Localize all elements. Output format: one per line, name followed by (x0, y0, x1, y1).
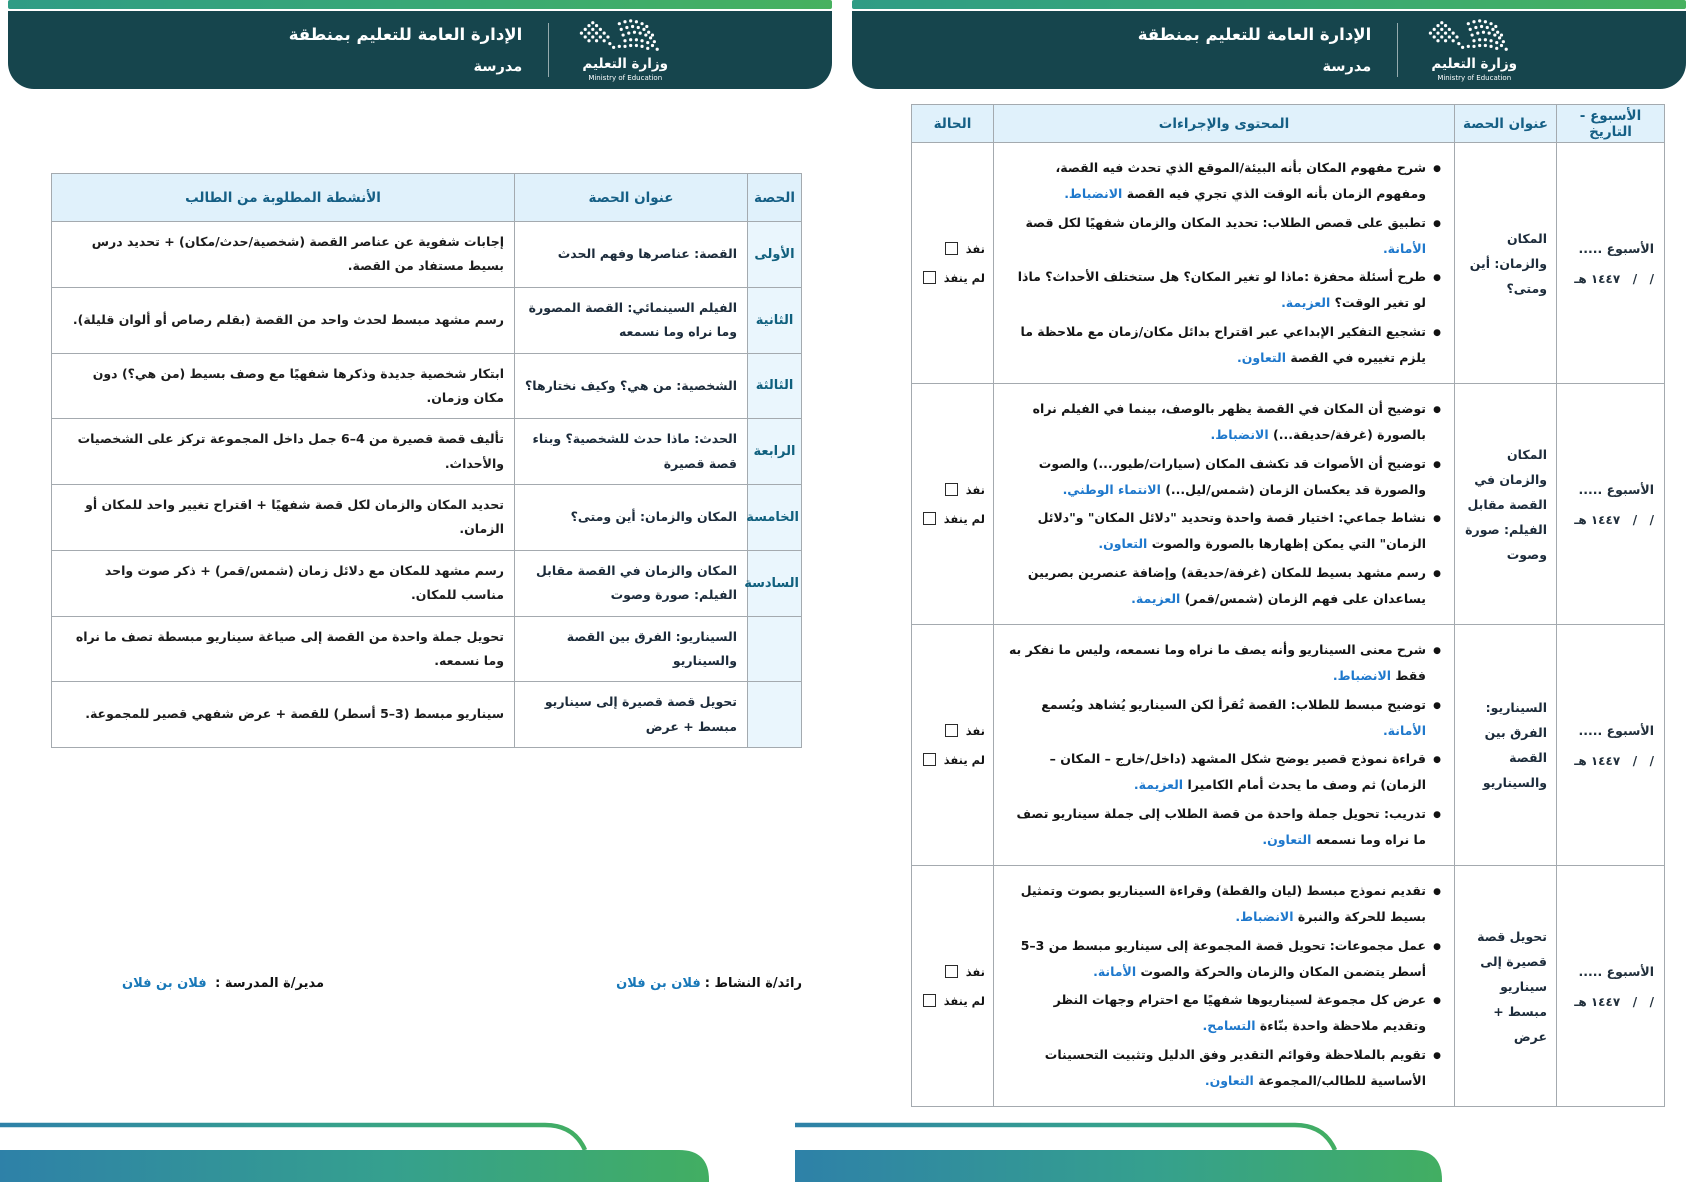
page-header-band (8, 11, 832, 89)
done-label: نفذ (965, 482, 985, 497)
table-row (52, 419, 802, 485)
bullet-text: عمل مجموعات: تحويل قصة المجموعة إلى سيناريو مبسط من 3–5 أسطر يتضمن المكان والزمان والحركة والصوت (1020, 937, 1426, 979)
bullet-value-word: العزيمة. (1131, 590, 1181, 606)
bullet-icon: ● (1433, 327, 1441, 338)
bullet-text: شرح معنى السيناريو وأنه يصف ما نراه وما نسمعه، وليس ما نفكر به فقط (1008, 642, 1426, 684)
not-done-checkbox[interactable] (923, 271, 936, 284)
bullet-text: توضيح مبسط للطلاب: القصة تُقرأ لكن السيناريو يُشاهد ويُسمع (1041, 696, 1426, 712)
not-done-checkbox[interactable] (923, 512, 936, 525)
right-page (852, 0, 1686, 1107)
bullet-value-word: العزيمة. (1133, 777, 1184, 793)
table-row (912, 625, 1665, 866)
activity-leader-label: رائد/ة النشاط : (704, 976, 802, 991)
bullet-icon: ● (1433, 459, 1441, 470)
content-bullet (1007, 746, 1441, 799)
header-divider (1397, 23, 1398, 77)
done-checkbox[interactable] (945, 965, 958, 978)
col-header-session: الحصة (748, 174, 802, 222)
col-header-week: الأسبوع - التاريخ (1557, 105, 1665, 143)
bullet-text: طرح أسئلة محفزة :ماذا لو تغير المكان؟ هل ستختلف الأحداث؟ ماذا لو تغير الوقت؟ (1017, 269, 1426, 311)
top-gradient-bar (852, 0, 1686, 9)
table-row (912, 866, 1665, 1107)
sessions-activities-table (51, 173, 802, 748)
session-title-cell: الحدث: ماذا حدث للشخصية؟ وبناء قصة قصيرة (515, 419, 748, 485)
not-done-label: لم ينفذ (943, 270, 985, 285)
status-not-done-option (920, 271, 985, 285)
bullet-text: توضيح أن المكان في القصة يظهر بالوصف، بينما في الفيلم نراه بالصورة (غرفة/حديقة...) (1032, 401, 1426, 443)
content-cell (994, 625, 1455, 866)
content-bullet (1007, 155, 1441, 208)
bullet-value-word: الأمانة. (1382, 722, 1426, 738)
ministry-logo (575, 18, 675, 82)
date-placeholder: / / ١٤٤٧ هـ (1574, 994, 1654, 1009)
bullet-icon: ● (1433, 405, 1441, 415)
bullet-icon: ● (1433, 700, 1441, 711)
bullet-icon: ● (1433, 996, 1441, 1006)
bullet-icon: ● (1433, 941, 1441, 952)
activity-leader-name: فلان بن فلان (616, 976, 701, 991)
bullet-text: تدريب: تحويل جملة واحدة من قصة الطلاب إلى جملة سيناريو تصف ما نراه وما نسمعه (1016, 805, 1426, 847)
header-divider (548, 23, 549, 77)
weekly-plan-table (911, 104, 1665, 1107)
date-placeholder: / / ١٤٤٧ هـ (1574, 512, 1654, 527)
session-title-cell: المكان والزمان: أين ومتى؟ (1455, 143, 1557, 384)
activity-leader-signature (616, 976, 802, 991)
header-cluster (1138, 18, 1524, 82)
bullet-value-word: التسامح. (1202, 1018, 1256, 1034)
bullet-text: عرض كل مجموعة لسيناريوها شفهيًا مع احترام وجهات النظر وتقديم ملاحظة واحدة بنّاءة (1053, 992, 1426, 1034)
week-date-cell (1557, 143, 1665, 384)
ministry-name-en: Ministry of Education (1437, 74, 1512, 82)
table-row (52, 287, 802, 353)
not-done-checkbox[interactable] (923, 994, 936, 1007)
session-title-cell: السيناريو: الفرق بين القصة والسيناريو (515, 616, 748, 682)
done-label: نفذ (965, 723, 985, 738)
session-title-cell: الشخصية: من هي؟ وكيف نختارها؟ (515, 353, 748, 419)
bullet-icon: ● (1433, 568, 1441, 579)
content-bullet (1007, 396, 1441, 449)
session-number-cell: الأولى (748, 222, 802, 288)
col-header-title: عنوان الحصة (1455, 105, 1557, 143)
week-label: الأسبوع ..... (1578, 481, 1654, 497)
status-not-done-option (920, 994, 985, 1008)
week-label: الأسبوع ..... (1578, 963, 1654, 979)
principal-name: فلان بن فلان (122, 976, 207, 991)
principal-label: مدير/ة المدرسة : (215, 976, 325, 991)
done-checkbox[interactable] (945, 483, 958, 496)
col-header-status: الحالة (912, 105, 994, 143)
bullet-icon: ● (1433, 164, 1441, 174)
activities-cell: ابتكار شخصية جديدة وذكرها شفهيًا مع وصف بسيط (من هي؟) دون مكان وزمان. (52, 353, 515, 419)
table-header-row (52, 174, 802, 222)
not-done-checkbox[interactable] (923, 753, 936, 766)
table-row (52, 485, 802, 551)
col-header-content: المحتوى والإجراءات (994, 105, 1455, 143)
session-title-cell: الفيلم السينمائي: القصة المصورة وما نراه وما نسمعه (515, 287, 748, 353)
table-row (52, 550, 802, 616)
ministry-name-en: Ministry of Education (588, 74, 663, 82)
activities-cell: سيناريو مبسط (3–5 أسطر) للقصة + عرض شفهي قصير للمجموعة. (52, 682, 515, 748)
bullet-icon: ● (1433, 514, 1441, 524)
bullet-value-word: الأمانة. (1382, 240, 1426, 256)
session-number-cell (748, 682, 802, 748)
session-title-cell: المكان والزمان: أين ومتى؟ (515, 485, 748, 551)
page-header-band (852, 11, 1686, 89)
content-bullet (1007, 560, 1441, 613)
content-bullet (1007, 451, 1441, 504)
table-row (52, 616, 802, 682)
signatures-row (52, 976, 802, 991)
ministry-logo (1424, 18, 1524, 82)
content-bullet (1007, 264, 1441, 317)
status-cell (912, 143, 994, 384)
session-number-cell: الرابعة (748, 419, 802, 485)
content-bullet (1007, 637, 1441, 690)
bullet-text: تطبيق على قصص الطلاب: تحديد المكان والزمان شفهيًا لكل قصة (1025, 214, 1426, 230)
status-done-option (920, 483, 985, 497)
content-bullet (1007, 801, 1441, 854)
bullet-value-word: الانضباط. (1235, 909, 1294, 925)
school-label: مدرسة (473, 59, 523, 75)
top-gradient-bar (8, 0, 832, 9)
activities-cell: تأليف قصة قصيرة من 4–6 جمل داخل المجموعة تركز على الشخصيات والأحداث. (52, 419, 515, 485)
status-cell (912, 625, 994, 866)
session-number-cell: الثالثة (748, 353, 802, 419)
session-title-cell: تحويل قصة قصيرة إلى سيناريو مبسط + عرض (1455, 866, 1557, 1107)
table-row (912, 384, 1665, 625)
status-cell (912, 384, 994, 625)
activities-cell: رسم مشهد للمكان مع دلائل زمان (شمس/قمر) + ذكر صوت واحد مناسب للمكان. (52, 550, 515, 616)
table-row (912, 143, 1665, 384)
status-done-option (920, 965, 985, 979)
moe-dots-icon (1424, 18, 1524, 54)
ministry-name-ar: وزارة التعليم (582, 56, 669, 72)
date-placeholder: / / ١٤٤٧ هـ (1574, 271, 1654, 286)
footer-swoosh-left (0, 1120, 740, 1182)
bullet-value-word: التعاون. (1262, 831, 1312, 847)
bullet-icon: ● (1433, 1050, 1441, 1061)
bullet-value-word: الانضباط. (1064, 186, 1123, 202)
activities-cell: تحويل جملة واحدة من القصة إلى صياغة سيناريو مبسطة تصف ما نراه وما نسمعه. (52, 616, 515, 682)
content-bullet (1007, 878, 1441, 931)
status-done-option (920, 724, 985, 738)
activities-cell: إجابات شفوية عن عناصر القصة (شخصية/حدث/مكان) + تحديد درس بسيط مستفاد من القصة. (52, 222, 515, 288)
session-number-cell: الخامسة (748, 485, 802, 551)
ministry-name-ar: وزارة التعليم (1431, 56, 1518, 72)
bullet-text: نشاط جماعي: اختيار قصة واحدة وتحديد "دلائل المكان" و"دلائل الزمان" التي يمكن إظهارها بالصورة والصوت (1037, 510, 1426, 552)
table-row (52, 353, 802, 419)
col-header-activities: الأنشطة المطلوبة من الطالب (52, 174, 515, 222)
week-date-cell (1557, 625, 1665, 866)
session-number-cell: الثانية (748, 287, 802, 353)
bullet-text: رسم مشهد بسيط للمكان (غرفة/حديقة) وإضافة عنصرين بصريين يساعدان على فهم الزمان (شمس/قمر) (1027, 564, 1426, 606)
done-checkbox[interactable] (945, 724, 958, 737)
bullet-icon: ● (1433, 755, 1441, 765)
bullet-text: تقديم نموذج مبسط (ليان والقطة) وقراءة السيناريو بصوت وتمثيل بسيط للحركة والنبرة (1020, 883, 1426, 925)
bullet-value-word: العزيمة. (1281, 295, 1331, 311)
school-label: مدرسة (1322, 59, 1372, 75)
not-done-label: لم ينفذ (943, 752, 985, 767)
content-bullet (1007, 210, 1441, 263)
bullet-value-word: الانضباط. (1332, 668, 1392, 684)
bullet-value-word: الانتماء الوطني. (1062, 481, 1161, 497)
left-page (8, 0, 832, 991)
content-bullet (1007, 1042, 1441, 1095)
table-row (52, 222, 802, 288)
done-label: نفذ (965, 241, 985, 256)
org-name: الإدارة العامة للتعليم بمنطقة (1137, 25, 1372, 44)
session-title-cell: تحويل قصة قصيرة إلى سيناريو مبسط + عرض (515, 682, 748, 748)
session-number-cell: السادسة (748, 550, 802, 616)
session-title-cell: المكان والزمان في القصة مقابل الفيلم: صورة وصوت (1455, 384, 1557, 625)
bullet-icon: ● (1433, 218, 1441, 229)
moe-dots-icon (575, 18, 675, 54)
week-date-cell (1557, 384, 1665, 625)
content-cell (994, 384, 1455, 625)
col-header-title: عنوان الحصة (515, 174, 748, 222)
status-done-option (920, 242, 985, 256)
content-bullet (1007, 319, 1441, 372)
content-cell (994, 143, 1455, 384)
bullet-icon: ● (1433, 809, 1441, 820)
bullet-value-word: الانضباط. (1210, 427, 1269, 443)
bullet-text: شرح مفهوم المكان بأنه البيئة/الموقع الذي تحدث فيه القصة، ومفهوم الزمان بأنه الوقت الذي تجري فيه القصة (1055, 160, 1426, 202)
content-cell (994, 866, 1455, 1107)
done-label: نفذ (965, 964, 985, 979)
not-done-label: لم ينفذ (943, 511, 985, 526)
status-not-done-option (920, 753, 985, 767)
session-title-cell: القصة: عناصرها وفهم الحدث (515, 222, 748, 288)
header-text-block (289, 25, 522, 75)
content-bullet (1007, 933, 1441, 986)
session-number-cell (748, 616, 802, 682)
week-label: الأسبوع ..... (1578, 722, 1654, 738)
header-text-block (1138, 25, 1371, 75)
bullet-value-word: التعاون. (1237, 349, 1287, 365)
content-bullet (1007, 505, 1441, 558)
footer-swoosh-right (795, 1120, 1455, 1182)
bullet-icon: ● (1433, 273, 1441, 283)
session-title-cell: السيناريو: الفرق بين القصة والسيناريو (1455, 625, 1557, 866)
bullet-icon: ● (1433, 887, 1441, 897)
done-checkbox[interactable] (945, 242, 958, 255)
activities-cell: رسم مشهد مبسط لحدث واحد من القصة (بقلم رصاص أو ألوان قليلة). (52, 287, 515, 353)
bullet-text: توضيح أن الأصوات قد تكشف المكان (سيارات/طيور...) والصوت والصورة قد يعكسان الزمان (شمس/ليل...) (1038, 455, 1426, 497)
status-not-done-option (920, 512, 985, 526)
bullet-text: تقويم بالملاحظة وقوائم التقدير وفق الدليل وتثبيت التحسينات الأساسية للطالب/المجموعة (1044, 1046, 1426, 1088)
bullet-icon: ● (1433, 646, 1441, 656)
date-placeholder: / / ١٤٤٧ هـ (1574, 753, 1654, 768)
activities-cell: تحديد المكان والزمان لكل قصة شفهيًا + اقتراح تغيير واحد للمكان أو الزمان. (52, 485, 515, 551)
content-bullet (1007, 987, 1441, 1040)
content-bullet (1007, 692, 1441, 745)
status-cell (912, 866, 994, 1107)
table-row (52, 682, 802, 748)
not-done-label: لم ينفذ (943, 993, 985, 1008)
week-label: الأسبوع ..... (1578, 240, 1654, 256)
session-title-cell: المكان والزمان في القصة مقابل الفيلم: صورة وصوت (515, 550, 748, 616)
bullet-text: تشجيع التفكير الإبداعي عبر اقتراح بدائل مكان/زمان مع ملاحظة ما يلزم تغييره في القصة (1020, 323, 1426, 365)
header-cluster (289, 18, 675, 82)
table-header-row (912, 105, 1665, 143)
bullet-value-word: الأمانة. (1093, 963, 1137, 979)
bullet-text: قراءة نموذج قصير يوضح شكل المشهد (داخل/خارج – المكان – الزمان) ثم وصف ما يحدث أمام الكاميرا (1049, 751, 1426, 793)
bullet-value-word: التعاون. (1204, 1072, 1254, 1088)
org-name: الإدارة العامة للتعليم بمنطقة (288, 25, 523, 44)
week-date-cell (1557, 866, 1665, 1107)
principal-signature (122, 976, 324, 991)
bullet-value-word: التعاون. (1098, 536, 1148, 552)
